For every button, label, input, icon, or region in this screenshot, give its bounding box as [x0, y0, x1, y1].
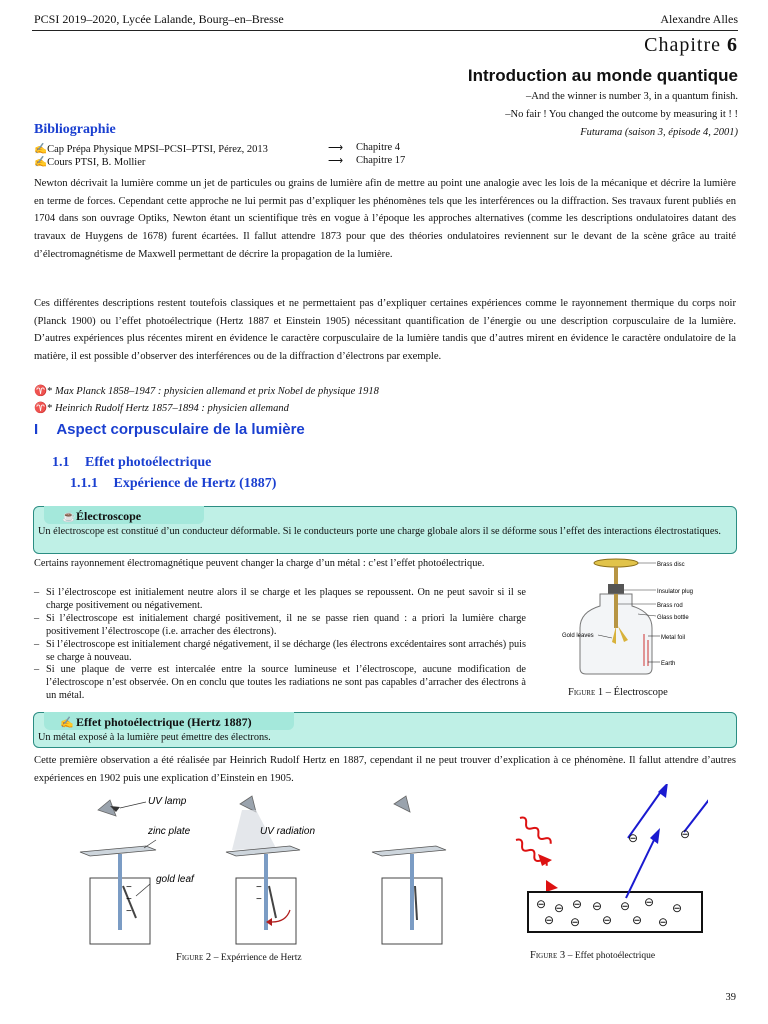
caption-label: Figure 3	[530, 950, 566, 961]
bio-line	[34, 384, 379, 397]
charge-sign: −	[126, 906, 132, 917]
caption-text: – Expérrience de Hertz	[213, 953, 302, 963]
subsection-title: Effet photoélectrique	[85, 455, 212, 470]
physicist-icon: ♈*	[34, 386, 53, 397]
electron-trajectory	[626, 840, 654, 898]
bio-line	[34, 401, 289, 414]
caption-label: Figure 1	[568, 687, 604, 698]
label-zinc-plate: zinc plate	[148, 826, 191, 837]
electroscope-intro: Certains rayonnement électromagnétique peuvent changer la charge d’un métal : c’est l’effet photoélectrique.	[34, 558, 485, 569]
bibliography-item	[34, 142, 454, 155]
electron: ⊖	[592, 899, 603, 913]
pencil-icon: ✍	[34, 144, 48, 155]
arrowhead	[650, 828, 660, 844]
photoelectric-paragraph: Cette première observation a été réalisée par Heinrich Rudolf Hertz en 1887, cependant il ne peut trouver d’explication à ce phénomène. Il fallut attendre d’autres expériences en 1902 puis une explication d’Einstein en 1905.	[34, 755, 736, 784]
electroscope-rod	[118, 854, 122, 930]
box-body: Un électroscope est constitué d’un conducteur déformable. Si le conducteurs porte une charge globale alors il se déforme sous l’effet des interactions électrostatiques.	[38, 525, 732, 539]
electron: ⊖	[620, 899, 631, 913]
definition-box-photoelectric	[33, 712, 737, 748]
bibliography-heading: Bibliographie	[34, 122, 116, 137]
label-gold-leaves: Gold leaves	[562, 633, 594, 639]
box-title: Électroscope	[76, 509, 142, 523]
label-uv-radiation: UV radiation	[260, 826, 316, 837]
brass-rod-lower	[614, 594, 618, 628]
electron: ⊖	[658, 915, 669, 929]
electron: ⊖	[632, 913, 643, 927]
subsection-heading	[52, 455, 211, 471]
leader-line	[120, 802, 146, 808]
brass-disc	[594, 559, 638, 567]
intro-paragraph: Ces différentes descriptions restent toutefois classiques et ne permettaient pas d’expliquer certaines expériences comme le rayonnement thermique du corps noir (Planck 1900) ou l’effet photoélectrique (Hertz 1887 et Einstein 1905) nécessitant quantification de l’énergie ou une description corpusculaire de la lumière. D’autres expériences plus récentes mirent en évidence le caractère corpusculaire de la lumière tandis que d’autres mirent en évidence le caractère ondulatoire de la matière, il est possible d’observer des interférences ou de la diffraction d’électrons par exemple.	[34, 298, 736, 363]
chapter-word: Chapitre	[644, 34, 721, 56]
list-item-text: Si l’électroscope est initialement chargé positivement, il ne se passe rien quand : a priori la lumière charge positivement l’électroscope (i.e. arracher des électrons).	[46, 613, 526, 637]
charge-sign: −	[126, 894, 132, 905]
leader-line	[144, 840, 156, 848]
figure-1-caption	[568, 687, 668, 698]
caption-text: – Effet photoélectrique	[567, 951, 656, 961]
subsection-number: 1.1	[52, 455, 70, 470]
header-rule	[32, 30, 738, 31]
list-item: – Si l’électroscope est initialement chargé négativement, il se décharge (les électrons excédentaires sont arrachés) puis se charge à nouveau.	[34, 639, 526, 663]
electron: ⊖	[680, 827, 691, 841]
electron-trajectory	[684, 788, 708, 832]
electroscope-rod	[410, 854, 414, 930]
section-title: Aspect corpusculaire de la lumière	[56, 421, 305, 438]
bib-arrow: ⟶	[328, 143, 344, 154]
caption-text: – Électroscope	[605, 687, 668, 698]
chapter-label	[644, 34, 738, 57]
arrowhead	[546, 880, 558, 892]
epigraph-line-2: –No fair ! You changed the outcome by measuring it ! !	[505, 109, 738, 120]
subsubsection-heading	[70, 476, 276, 492]
physicist-icon: ♈*	[34, 403, 53, 414]
list-item: – Si l’électroscope est initialement chargé positivement, il ne se passe rien quand : a priori la lumière charge positivement l’électroscope (i.e. arracher des électrons).	[34, 613, 526, 637]
uv-lamp	[394, 796, 410, 812]
photon-wave	[518, 816, 552, 846]
bib-ref: Cours PTSI, B. Mollier	[47, 157, 146, 168]
list-item-text: Si une plaque de verre est intercalée entre la source lumineuse et l’électroscope, aucune modification de l’électroscope n’est observée. On en conclu que toutes les radiations ne sont pas capables d’arracher des électrons à un métal.	[46, 664, 526, 701]
electron: ⊖	[644, 895, 655, 909]
section-heading	[34, 421, 305, 438]
bib-chapter: Chapitre 4	[356, 142, 401, 153]
photoelectric-effect-diagram	[508, 784, 708, 944]
list-item-text: Si l’électroscope est initialement neutre alors il se charge et les plaques se repoussent. On ne peut savoir si il se charge positivement ou négativement.	[46, 587, 526, 611]
list-item: – Si une plaque de verre est intercalée entre la source lumineuse et l’électroscope, aucune modification de l’électroscope n’est observée. On en conclu que toutes les radiations ne sont pas capables d’arracher des électrons à un métal.	[34, 664, 526, 701]
bio-text: Max Planck 1858–1947 : physicien allemand et prix Nobel de physique 1918	[54, 386, 379, 397]
list-item-text: Si l’électroscope est initialement chargé négativement, il se décharge (les électrons excédentaires sont arrachés) puis se charge à nouveau.	[46, 639, 526, 663]
label-brass-rod: Brass rod	[657, 603, 683, 609]
label-earth: Earth	[661, 661, 676, 667]
zinc-plate	[372, 846, 446, 856]
section-number: I	[34, 421, 39, 438]
list-item: – Si l’électroscope est initialement neutre alors il se charge et les plaques se repoussent. On ne peut savoir si il se charge positivement ou négativement.	[34, 587, 526, 611]
label-brass-disc: Brass disc	[657, 562, 685, 568]
box-title: Effet photoélectrique (Hertz 1887)	[76, 715, 252, 729]
pencil-icon: ✍	[60, 716, 74, 729]
caption-label: Figure 2	[176, 952, 212, 963]
electroscope-rod	[264, 854, 268, 930]
intro-paragraph: Newton décrivait la lumière comme un jet de particules ou grains de lumière afin de mettre au point une analogie avec les lois de la mécanique et décrire la lumière en terme de forces. Cependant cette approche ne lui permit pas d’expliquer les phénomènes tels que les interférences ou la diffraction. Ses travaux furent publiés en 1704 dans son ouvrage Optiks, Newton étant un scientifique très en vogue à l’époque les approches alternatives (comme les descriptions ondulatoires datant des travaux de Huygens de 1678) furent écartées. Il fallut attendre 1873 pour que des théories ondulatoires reviennent sur le devant de la scène grâce au traité d’électromagnétisme de Maxwell permettant de décrire la propagation de la lumière.	[34, 178, 736, 260]
label-metal-foil: Metal foil	[661, 635, 686, 641]
bibliography-item	[34, 155, 454, 168]
label-glass-bottle: Glass bottle	[657, 615, 689, 621]
charge-sign: −	[126, 882, 132, 893]
hertz-experiment-diagram	[76, 790, 456, 950]
uv-lamp	[240, 796, 256, 812]
definition-box-electroscope	[33, 506, 737, 554]
page-number: 39	[725, 992, 736, 1003]
chapter-number: 6	[727, 34, 738, 56]
page-title: Introduction au monde quantique	[467, 66, 738, 85]
bib-ref: Cap Prépa Physique MPSI–PCSI–PTSI, Pérez, 2013	[47, 144, 268, 155]
pencil-icon: ✍	[34, 157, 48, 168]
bio-text: Heinrich Rudolf Hertz 1857–1894 : physicien allemand	[54, 403, 289, 414]
electron: ⊖	[672, 901, 683, 915]
electron: ⊖	[554, 901, 565, 915]
charge-sign: −	[256, 894, 262, 905]
epigraph-line-1: –And the winner is number 3, in a quantum finish.	[525, 91, 738, 102]
electron: ⊖	[628, 831, 639, 845]
header-course: PCSI 2019–2020, Lycée Lalande, Bourg–en–Bresse	[34, 12, 284, 26]
charge-sign: −	[256, 882, 262, 893]
figure-3-caption	[530, 950, 655, 961]
epigraph-source: Futurama (saison 3, épisode 4, 2001)	[580, 127, 738, 138]
subsubsection-title: Expérience de Hertz (1887)	[113, 476, 277, 491]
electron: ⊖	[572, 897, 583, 911]
arrowhead	[538, 854, 552, 866]
label-uv-lamp: UV lamp	[148, 796, 187, 807]
bib-chapter: Chapitre 17	[356, 155, 406, 166]
electron: ⊖	[570, 915, 581, 929]
arrowhead	[658, 784, 668, 798]
subsubsection-number: 1.1.1	[70, 476, 98, 491]
label-gold-leaf: gold leaf	[156, 874, 194, 885]
insulator-plug	[608, 584, 624, 594]
label-insulator-plug: Insulator plug	[657, 589, 694, 595]
figure-2-caption	[176, 952, 302, 963]
electron: ⊖	[536, 897, 547, 911]
electroscope-diagram	[556, 556, 736, 684]
header-author: Alexandre Alles	[660, 12, 738, 26]
electron: ⊖	[544, 913, 555, 927]
bib-arrow: ⟶	[328, 156, 344, 167]
box-body: Un métal exposé à la lumière peut émettre des électrons.	[38, 731, 732, 745]
coffee-icon: ☕	[62, 510, 76, 523]
electron: ⊖	[602, 913, 613, 927]
